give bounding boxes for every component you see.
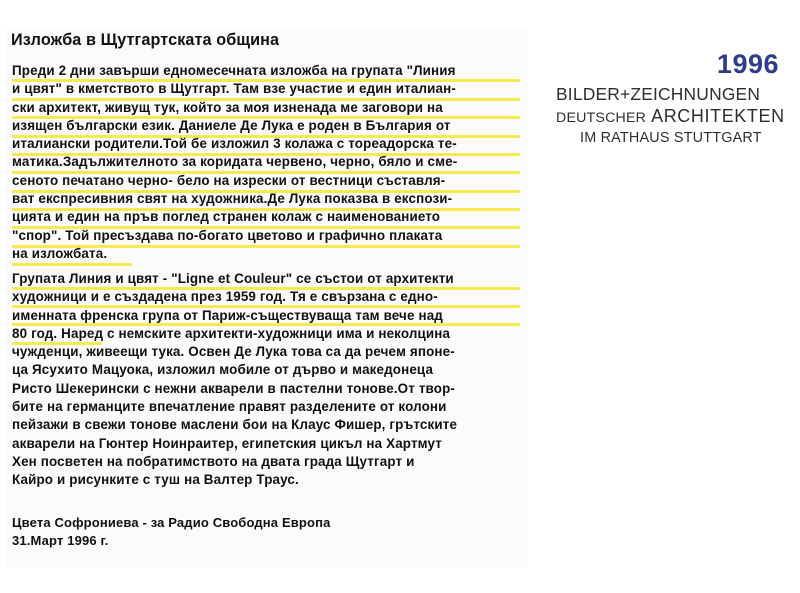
paragraph-1: [12, 62, 528, 263]
exhibition-line-3: IM RATHAUS STUTTGART: [580, 130, 762, 146]
text-line: цията и един на пръв поглед странен колаж с наименованието: [12, 209, 441, 225]
paragraph-2: [12, 270, 528, 490]
text-line: сеното печатано черно- бело на изрески от вестници съставля-: [12, 172, 446, 188]
text-line: Групата Линия и цвят - "Ligne et Couleur" се състои от архитекти: [12, 271, 454, 286]
text-line: художници и е създадена през 1959 год. Тя е свързана с едно-: [12, 289, 438, 305]
exhibition-line-2b: ARCHITEKTEN: [651, 106, 785, 126]
signature-author: Цвета Софрониева - за Радио Свободна Европа: [12, 515, 331, 530]
text-line: 80 год. Наред с немските архитекти-художници има и неколцина: [12, 325, 451, 341]
text-line: матика.Задължителното за коридата червено, черно, бяло и сме-: [12, 154, 458, 170]
text-line: пейзажи в свежи тонове маслени бои на Клаус Фишер, грътските: [12, 417, 458, 433]
article-title: Изложба в Щутгартската община: [11, 31, 280, 49]
text-line: на изложбата.: [12, 245, 108, 261]
text-line: Ристо Шекерински с нежни акварели в пастелни тонове.От твор-: [12, 380, 456, 396]
text-line: Кайро и рисунките с туш на Валтер Траус.: [12, 472, 299, 488]
text-line: Преди 2 дни завърши едномесечната изложба на групата "Линия: [12, 63, 456, 78]
text-line: чужденци, живеещи тука. Освен Де Лука това са да речем японе-: [12, 344, 455, 360]
text-line: изящен български език. Даниеле Де Лука е роден в България от: [12, 117, 451, 133]
text-line: акварели на Гюнтер Ноинраитер, египетския цикъл на Хартмут: [12, 435, 443, 451]
exhibition-year: 1996: [716, 49, 779, 79]
exhibition-line-1: BILDER+ZEICHNUNGEN: [556, 84, 761, 104]
exhibition-line-2a: DEUTSCHER: [556, 110, 647, 126]
exhibition-heading: [556, 84, 788, 146]
exhibition-line-2: [556, 106, 788, 128]
highlight-mark: [12, 263, 132, 266]
signature-date: 31.Март 1996 г.: [12, 533, 109, 548]
text-line: ца Ясухито Мацуока, изложил мобиле от дърво и македонеца: [12, 362, 434, 378]
text-line: "спор". Той пресъздава по-богато цветово и графично плаката: [12, 227, 443, 243]
text-line: именната френска група от Париж-съществуваща там вече над: [12, 307, 443, 323]
signature-block: [12, 514, 330, 550]
text-line: ски архитект, живущ тук, който за моя изненада ме заговори на: [12, 99, 443, 115]
text-line: бите на германците впечатление правят разделените от колони: [12, 399, 447, 415]
text-line: италиански родители.Той бе изложил 3 колажа с тореадорска те-: [12, 136, 457, 152]
text-line: ват експресивния свят на художника.Де Лука показва в експози-: [12, 191, 453, 207]
text-line: Хен посветен на побратимството на двата града Щутгарт и: [12, 453, 415, 469]
text-line: и цвят" в кметството в Щутгарт. Там взе участие и един италиан-: [12, 81, 456, 97]
